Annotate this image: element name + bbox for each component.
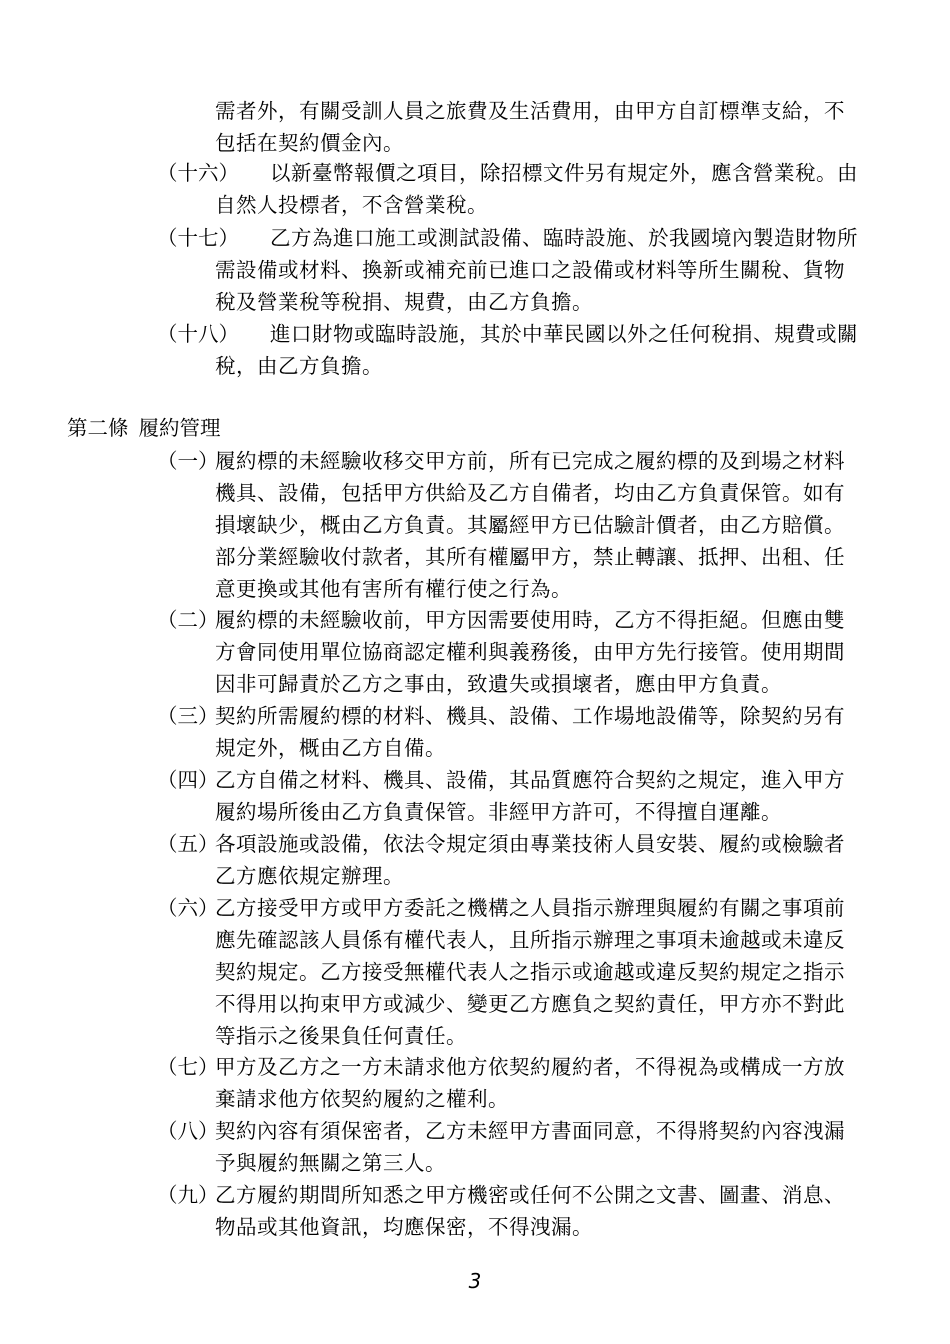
- paragraph-line: 乙方接受甲方或甲方委託之機構之人員指示辦理與履約有關之事項前: [215, 896, 845, 920]
- paragraph-line: 物品或其他資訊，均應保密，不得洩漏。: [215, 1215, 593, 1239]
- paragraph-line: 進口財物或臨時設施，其於中華民國以外之任何稅捐、規費或關: [270, 322, 858, 346]
- paragraph-line: 等指示之後果負任何責任。: [215, 1024, 467, 1048]
- paragraph-line: 稅及營業稅等稅捐、規費，由乙方負擔。: [215, 290, 593, 314]
- paragraph-line: 乙方為進口施工或測試設備、臨時設施、於我國境內製造財物所: [270, 226, 858, 250]
- item-number: （九）: [157, 1183, 219, 1207]
- paragraph-line: 甲方及乙方之一方未請求他方依契約履約者，不得視為或構成一方放: [215, 1055, 845, 1079]
- paragraph-line: 乙方履約期間所知悉之甲方機密或任何不公開之文書、圖畫、消息、: [215, 1183, 845, 1207]
- paragraph-line: 乙方自備之材料、機具、設備，其品質應符合契約之規定，進入甲方: [215, 768, 845, 792]
- paragraph-line: 需設備或材料、換新或補充前已進口之設備或材料等所生關稅、貨物: [215, 258, 845, 282]
- item-number: （一）: [157, 449, 219, 473]
- paragraph-line: 各項設施或設備，依法令規定須由專業技術人員安裝、履約或檢驗者: [215, 832, 845, 856]
- paragraph-line: 方會同使用單位協商認定權利與義務後，由甲方先行接管。使用期間: [215, 640, 845, 664]
- paragraph-line: 因非可歸責於乙方之事由，致遺失或損壞者，應由甲方負責。: [215, 672, 782, 696]
- paragraph-line: 契約規定。乙方接受無權代表人之指示或逾越或違反契約規定之指示: [215, 960, 845, 984]
- item-number: （十七）: [157, 226, 239, 250]
- paragraph-line: 契約內容有須保密者，乙方未經甲方書面同意，不得將契約內容洩漏: [215, 1119, 845, 1143]
- item-number: （八）: [157, 1119, 219, 1143]
- paragraph-line: 自然人投標者，不含營業稅。: [215, 193, 488, 217]
- page-number: 3: [468, 1269, 482, 1293]
- paragraph-line: 部分業經驗收付款者，其所有權屬甲方，禁止轉讓、抵押、出租、任: [215, 545, 845, 569]
- paragraph-line: 稅，由乙方負擔。: [215, 354, 383, 378]
- article-heading: [67, 412, 221, 444]
- paragraph-line: 履約標的未經驗收移交甲方前，所有已完成之履約標的及到場之材料: [215, 449, 845, 473]
- paragraph-line: 需者外，有關受訓人員之旅費及生活費用，由甲方自訂標準支給，不: [215, 99, 845, 123]
- paragraph-line: 棄請求他方依契約履約之權利。: [215, 1087, 509, 1111]
- paragraph-line: 不得用以拘束甲方或減少、變更乙方應負之契約責任，甲方亦不對此: [215, 992, 845, 1016]
- paragraph-line: 履約標的未經驗收前，甲方因需要使用時，乙方不得拒絕。但應由雙: [215, 608, 845, 632]
- paragraph-line: 履約場所後由乙方負責保管。非經甲方許可，不得擅自運離。: [215, 800, 782, 824]
- paragraph-line: 應先確認該人員係有權代表人，且所指示辦理之事項未逾越或未違反: [215, 928, 845, 952]
- paragraph-line: 予與履約無關之第三人。: [215, 1151, 446, 1175]
- paragraph-line: 乙方應依規定辦理。: [215, 864, 404, 888]
- paragraph-line: 機具、設備，包括甲方供給及乙方自備者，均由乙方負責保管。如有: [215, 481, 845, 505]
- article-number: 第二條: [67, 416, 129, 440]
- paragraph-line: 損壞缺少，概由乙方負責。其屬經甲方已估驗計價者，由乙方賠償。: [215, 513, 845, 537]
- item-number: （十八）: [157, 322, 239, 346]
- paragraph-line: 以新臺幣報價之項目，除招標文件另有規定外，應含營業稅。由: [270, 161, 858, 185]
- item-number: （三）: [157, 704, 219, 728]
- article-title: 履約管理: [138, 416, 221, 440]
- item-number: （六）: [157, 896, 219, 920]
- paragraph-line: 包括在契約價金內。: [215, 131, 404, 155]
- item-number: （四）: [157, 768, 219, 792]
- item-number: （五）: [157, 832, 219, 856]
- item-number: （十六）: [157, 161, 239, 185]
- paragraph-line: 規定外，概由乙方自備。: [215, 736, 446, 760]
- paragraph-line: 意更換或其他有害所有權行使之行為。: [215, 577, 572, 601]
- item-number: （七）: [157, 1055, 219, 1079]
- paragraph-line: 契約所需履約標的材料、機具、設備、工作場地設備等，除契約另有: [215, 704, 845, 728]
- item-number: （二）: [157, 608, 219, 632]
